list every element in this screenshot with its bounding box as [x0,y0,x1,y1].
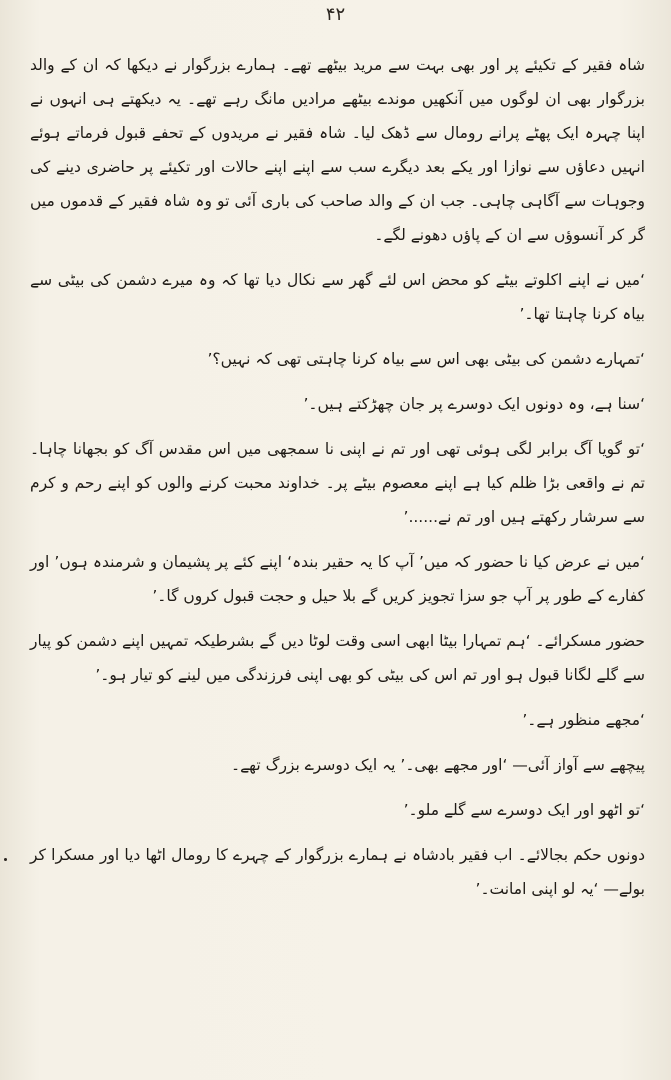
paragraph-6: ‘میں نے عرض کیا نا حضور کہ میں’ آپ کا یہ حقیر بندہ‘ اپنے کئے پر پشیمان و شرمندہ ہوں’ اور کفارے کے طور پر آپ جو سزا تجویز کریں گے بلا حیل و حجت قبول کروں گا۔’ [30,553,645,605]
page-number: ۴۲ [325,4,346,25]
paragraph-7: حضور مسکرائے۔ ‘ہم تمہارا بیٹا ابھی اسی وقت لوٹا دیں گے بشرطیکہ تمہیں اپنے دشمن کو پیار سے گلے لگانا قبول ہو اور تم اس کی بیٹی کو بھی اپنی فرزندگی میں لینے کو تیار ہو۔’ [29,632,645,684]
margin-dot [4,858,7,861]
paragraph-2: ‘میں نے اپنے اکلوتے بیٹے کو محض اس لئے گھر سے نکال دیا تھا کہ وہ میرے دشمن کی بیٹی سے بیاہ کرنا چاہتا تھا۔’ [30,271,645,323]
paragraph-8: ‘مجھے منظور ہے۔’ [522,711,645,729]
paragraph-11: دونوں حکم بجالائے۔ اب فقیر بادشاہ نے ہمارے بزرگوار کے چہرے کا رومال اٹھا دیا اور مسکرا کر بولے— ‘یہ لو اپنی امانت۔’ [30,846,645,898]
paragraph-5: ‘تو گویا آگ برابر لگی ہوئی تھی اور تم نے اپنی نا سمجھی میں اس مقدس آگ کو بجھانا چاہا۔ تم نے واقعی بڑا ظلم کیا ہے اپنے معصوم بیٹے پر۔ خداوند محبت کرنے والوں کو اپنے رحم و کرم سے سرشار رکھتے ہیں اور تم نے......’ [30,440,645,526]
paragraph-4: ‘سنا ہے، وہ دونوں ایک دوسرے پر جان چھڑکتے ہیں۔’ [303,395,645,413]
paragraph-3: ‘تمہارے دشمن کی بیٹی بھی اس سے بیاہ کرنا چاہتی تھی کہ نہیں؟’ [207,350,645,368]
paragraph-10: ‘تو اٹھو اور ایک دوسرے سے گلے ملو۔’ [403,801,645,819]
page-body [30,48,645,917]
paragraph-1: شاہ فقیر کے تکیئے پر اور بھی بہت سے مرید بیٹھے تھے۔ ہمارے بزرگوار نے دیکھا کہ ان کے والد بزرگوار بھی ان لوگوں میں آنکھیں موندے بیٹھے مرادیں مانگ رہے تھے۔ یہ دیکھتے ہی انہوں نے اپنا چہرہ ایک پھٹے پرانے رومال سے ڈھک لیا۔ شاہ فقیر نے مریدوں کے تحفے قبول فرماتے ہوئے انہیں دعاؤں سے نوازا اور یکے بعد دیگرے سب سے اپنے اپنے حالات اور تکیئے پر حاضری دینے کی وجوہات سے آگاہی چاہی۔ جب ان کے والد صاحب کی باری آئی تو وہ شاہ فقیر کے قدموں میں گر کر آنسوؤں سے ان کے پاؤں دھونے لگے۔ [30,56,645,244]
paragraph-9: پیچھے سے آواز آئی— ‘اور مجھے بھی۔’ یہ ایک دوسرے بزرگ تھے۔ [231,756,645,774]
